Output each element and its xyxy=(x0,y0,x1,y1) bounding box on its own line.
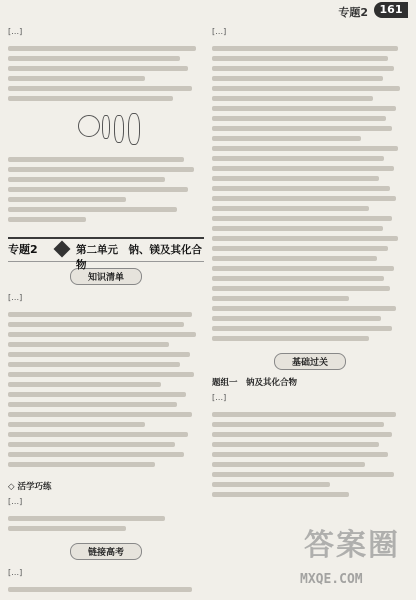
text-line xyxy=(212,256,377,261)
text-block xyxy=(212,405,408,504)
text-line xyxy=(8,167,194,172)
text-line xyxy=(212,206,369,211)
text-line xyxy=(8,442,175,447)
text-block xyxy=(8,150,204,229)
text-line xyxy=(8,76,145,81)
text-placeholder: […] xyxy=(8,497,23,506)
text-block xyxy=(8,509,204,538)
text-line xyxy=(212,336,369,341)
text-line xyxy=(212,86,400,91)
site-watermark xyxy=(296,520,412,596)
text-line xyxy=(212,106,396,111)
text-line xyxy=(8,462,155,467)
text-line xyxy=(212,472,394,477)
unit-banner xyxy=(8,237,204,271)
text-block xyxy=(8,305,204,474)
text-line xyxy=(8,56,180,61)
watermark-logo-text: 答案圈 xyxy=(304,528,400,563)
electron-shell-arc xyxy=(128,113,140,145)
text-placeholder: […] xyxy=(212,27,227,36)
text-line xyxy=(212,442,379,447)
text-placeholder: […] xyxy=(8,568,23,577)
text-line xyxy=(8,516,165,521)
text-block xyxy=(8,39,204,108)
text-line xyxy=(8,432,188,437)
text-line xyxy=(8,217,86,222)
text-line xyxy=(212,166,394,171)
atomic-structure-diagram xyxy=(78,112,204,146)
text-line xyxy=(212,412,396,417)
unit-title: 第二单元 钠、镁及其化合物 xyxy=(76,244,202,271)
electron-shell-arc xyxy=(102,115,110,139)
text-block xyxy=(8,580,204,594)
text-line xyxy=(212,56,388,61)
text-line xyxy=(8,86,192,91)
text-line xyxy=(8,412,192,417)
section-heading-knowledge: 知识清单 xyxy=(70,268,142,285)
right-column xyxy=(212,24,408,594)
section-heading-exam: 链接高考 xyxy=(70,543,142,560)
text-line xyxy=(212,146,398,151)
text-line xyxy=(212,156,384,161)
sub-section-heading: 题组一 钠及其化合物 xyxy=(212,378,298,388)
text-line xyxy=(212,422,384,427)
text-line xyxy=(8,382,161,387)
diamond-icon xyxy=(54,241,71,258)
page-number-tab: 161 xyxy=(374,2,408,18)
text-line xyxy=(212,236,398,241)
text-line xyxy=(212,226,383,231)
text-line xyxy=(212,126,392,131)
watermark-url: MXQE.COM xyxy=(300,572,363,587)
text-placeholder: […] xyxy=(212,393,227,402)
section-heading-basics: 基础过关 xyxy=(274,353,346,370)
text-line xyxy=(212,266,394,271)
text-line xyxy=(212,326,392,331)
text-line xyxy=(8,342,169,347)
section-heading-practice: ◇ 活学巧练 xyxy=(8,482,52,492)
text-line xyxy=(212,316,381,321)
text-line xyxy=(212,176,379,181)
text-line xyxy=(8,312,192,317)
text-line xyxy=(8,352,190,357)
text-line xyxy=(212,46,398,51)
text-line xyxy=(8,322,184,327)
text-line xyxy=(212,482,330,487)
text-line xyxy=(8,197,126,202)
text-line xyxy=(212,296,349,301)
text-placeholder: […] xyxy=(8,293,23,302)
text-line xyxy=(212,216,392,221)
text-line xyxy=(212,116,386,121)
text-line xyxy=(212,186,390,191)
text-line xyxy=(8,332,196,337)
text-block xyxy=(212,39,408,348)
text-line xyxy=(212,492,349,497)
text-line xyxy=(212,286,390,291)
text-line xyxy=(8,422,145,427)
text-line xyxy=(212,246,388,251)
text-placeholder: […] xyxy=(8,27,23,36)
text-line xyxy=(212,462,365,467)
text-line xyxy=(8,66,188,71)
text-line xyxy=(8,46,196,51)
text-line xyxy=(212,276,384,281)
text-line xyxy=(8,177,165,182)
text-line xyxy=(8,452,184,457)
text-line xyxy=(212,76,383,81)
text-line xyxy=(8,157,184,162)
left-column xyxy=(8,24,204,594)
text-line xyxy=(8,372,194,377)
text-line xyxy=(8,587,192,592)
text-line xyxy=(212,452,388,457)
header-chapter-label: 专题2 xyxy=(338,6,368,19)
electron-shell-arc xyxy=(114,115,124,143)
text-line xyxy=(8,392,186,397)
text-line xyxy=(8,402,177,407)
running-header xyxy=(0,0,416,20)
text-line xyxy=(212,306,396,311)
text-line xyxy=(212,136,361,141)
unit-number: 专题2 xyxy=(8,243,38,256)
text-line xyxy=(8,526,126,531)
text-line xyxy=(212,66,394,71)
text-line xyxy=(212,432,392,437)
text-line xyxy=(212,196,396,201)
text-line xyxy=(8,187,188,192)
nucleus-circle xyxy=(78,115,100,137)
text-line xyxy=(8,362,180,367)
text-line xyxy=(8,96,173,101)
text-line xyxy=(212,96,373,101)
text-line xyxy=(8,207,177,212)
